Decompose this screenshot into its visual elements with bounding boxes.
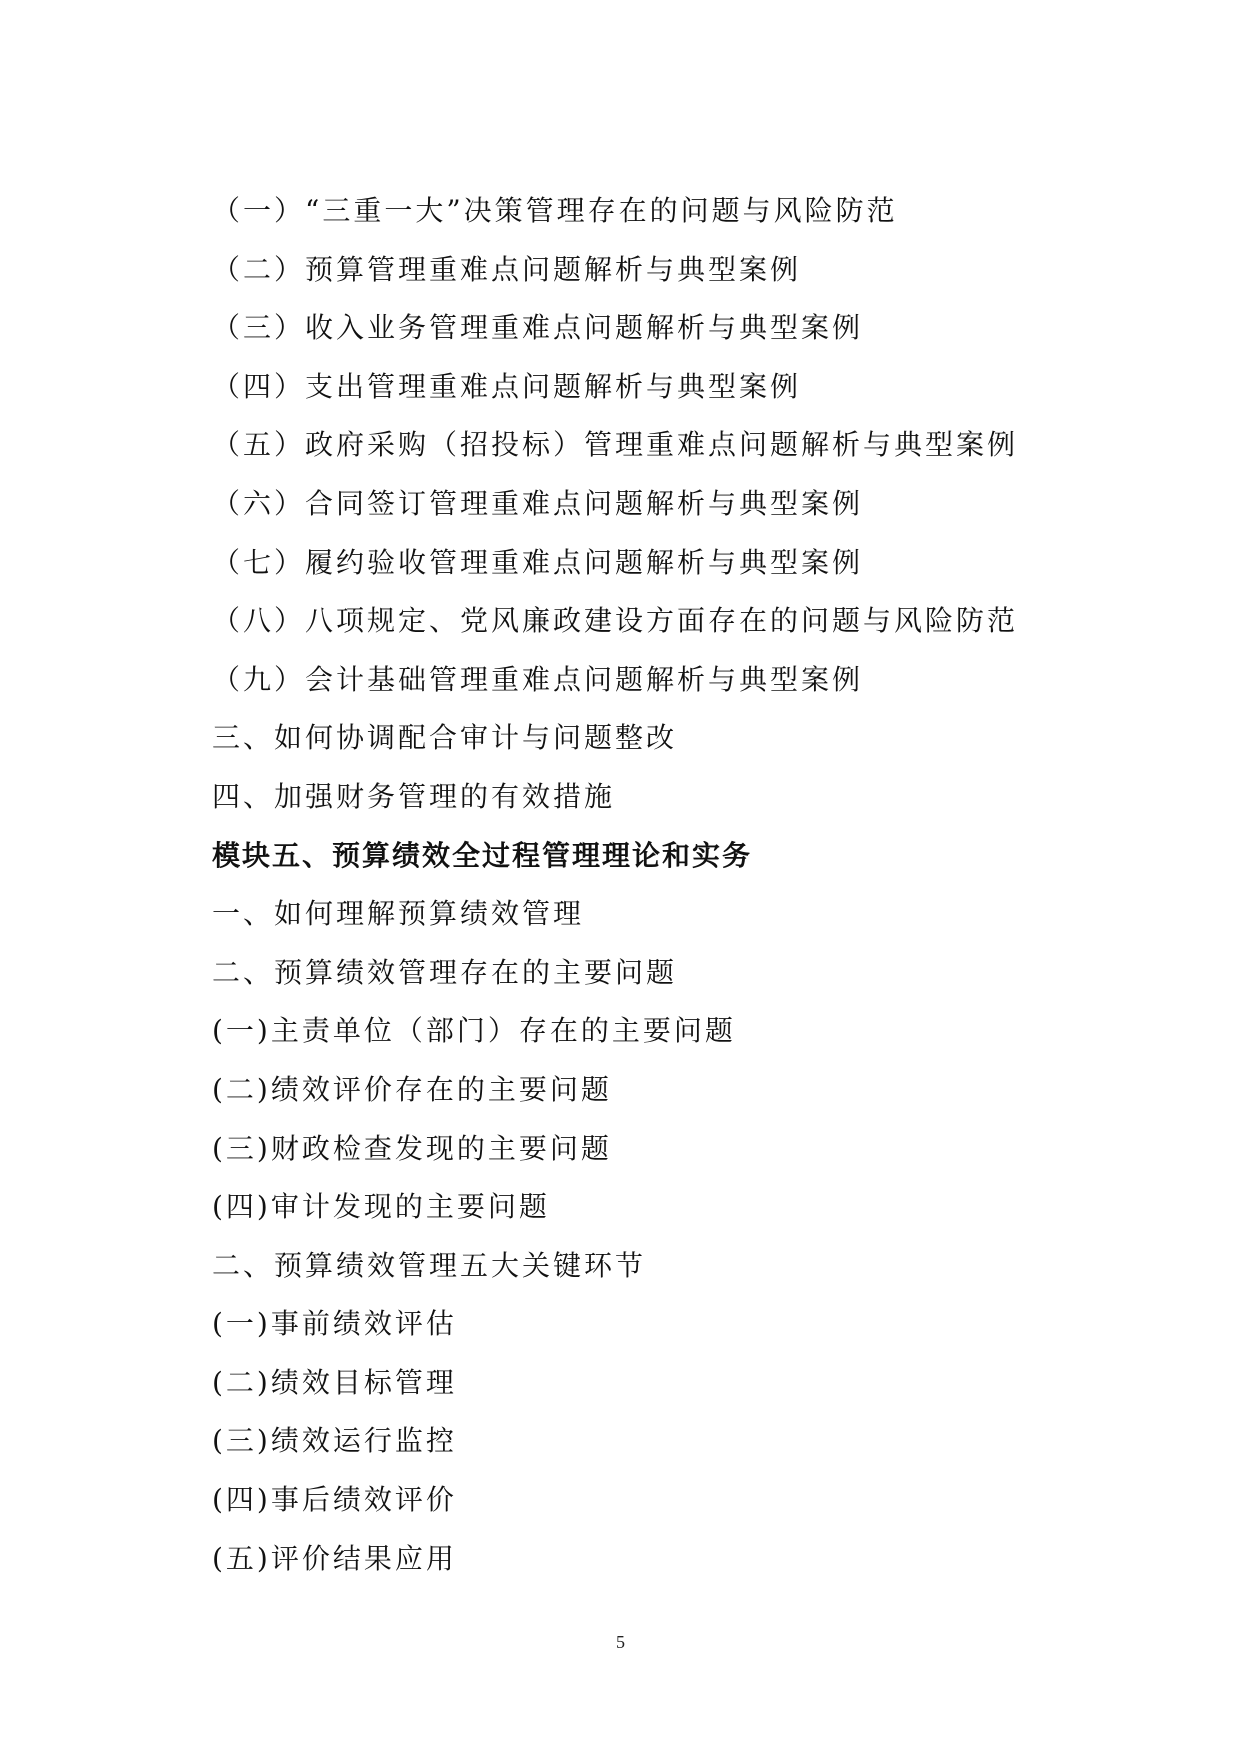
- text-line: （二）预算管理重难点问题解析与典型案例: [212, 252, 802, 286]
- section-heading: 二、预算绩效管理存在的主要问题: [212, 955, 678, 989]
- text-line: （三）收入业务管理重难点问题解析与典型案例: [212, 311, 864, 345]
- text-line: (四)审计发现的主要问题: [212, 1190, 550, 1224]
- text-line: （五）政府采购（招投标）管理重难点问题解析与典型案例: [212, 428, 1019, 462]
- text-line: （九）会计基础管理重难点问题解析与典型案例: [212, 662, 864, 696]
- text-line: (三)绩效运行监控: [212, 1424, 457, 1458]
- text-line: （一）“三重一大”决策管理存在的问题与风险防范: [212, 194, 898, 227]
- section-heading: 三、如何协调配合审计与问题整改: [212, 721, 678, 755]
- section-heading: 一、如何理解预算绩效管理: [212, 897, 585, 931]
- section-heading: 二、预算绩效管理五大关键环节: [212, 1248, 647, 1282]
- text-line: (三)财政检查发现的主要问题: [212, 1131, 612, 1165]
- text-line: (二)绩效评价存在的主要问题: [212, 1072, 612, 1106]
- module-title: 模块五、预算绩效全过程管理理论和实务: [212, 838, 753, 872]
- text-line: (一)主责单位（部门）存在的主要问题: [212, 1014, 736, 1048]
- section-heading: 四、加强财务管理的有效措施: [212, 779, 616, 813]
- text-line: (五)评价结果应用: [212, 1541, 457, 1575]
- document-body: [212, 182, 1142, 1588]
- text-line: （四）支出管理重难点问题解析与典型案例: [212, 369, 802, 403]
- text-line: (二)绩效目标管理: [212, 1365, 457, 1399]
- page-number: 5: [616, 1632, 625, 1652]
- text-line: (四)事后绩效评价: [212, 1483, 457, 1517]
- text-line: （八）八项规定、党风廉政建设方面存在的问题与风险防范: [212, 604, 1019, 638]
- text-line: (一)事前绩效评估: [212, 1307, 457, 1341]
- text-line: （七）履约验收管理重难点问题解析与典型案例: [212, 545, 864, 579]
- text-line: （六）合同签订管理重难点问题解析与典型案例: [212, 486, 864, 520]
